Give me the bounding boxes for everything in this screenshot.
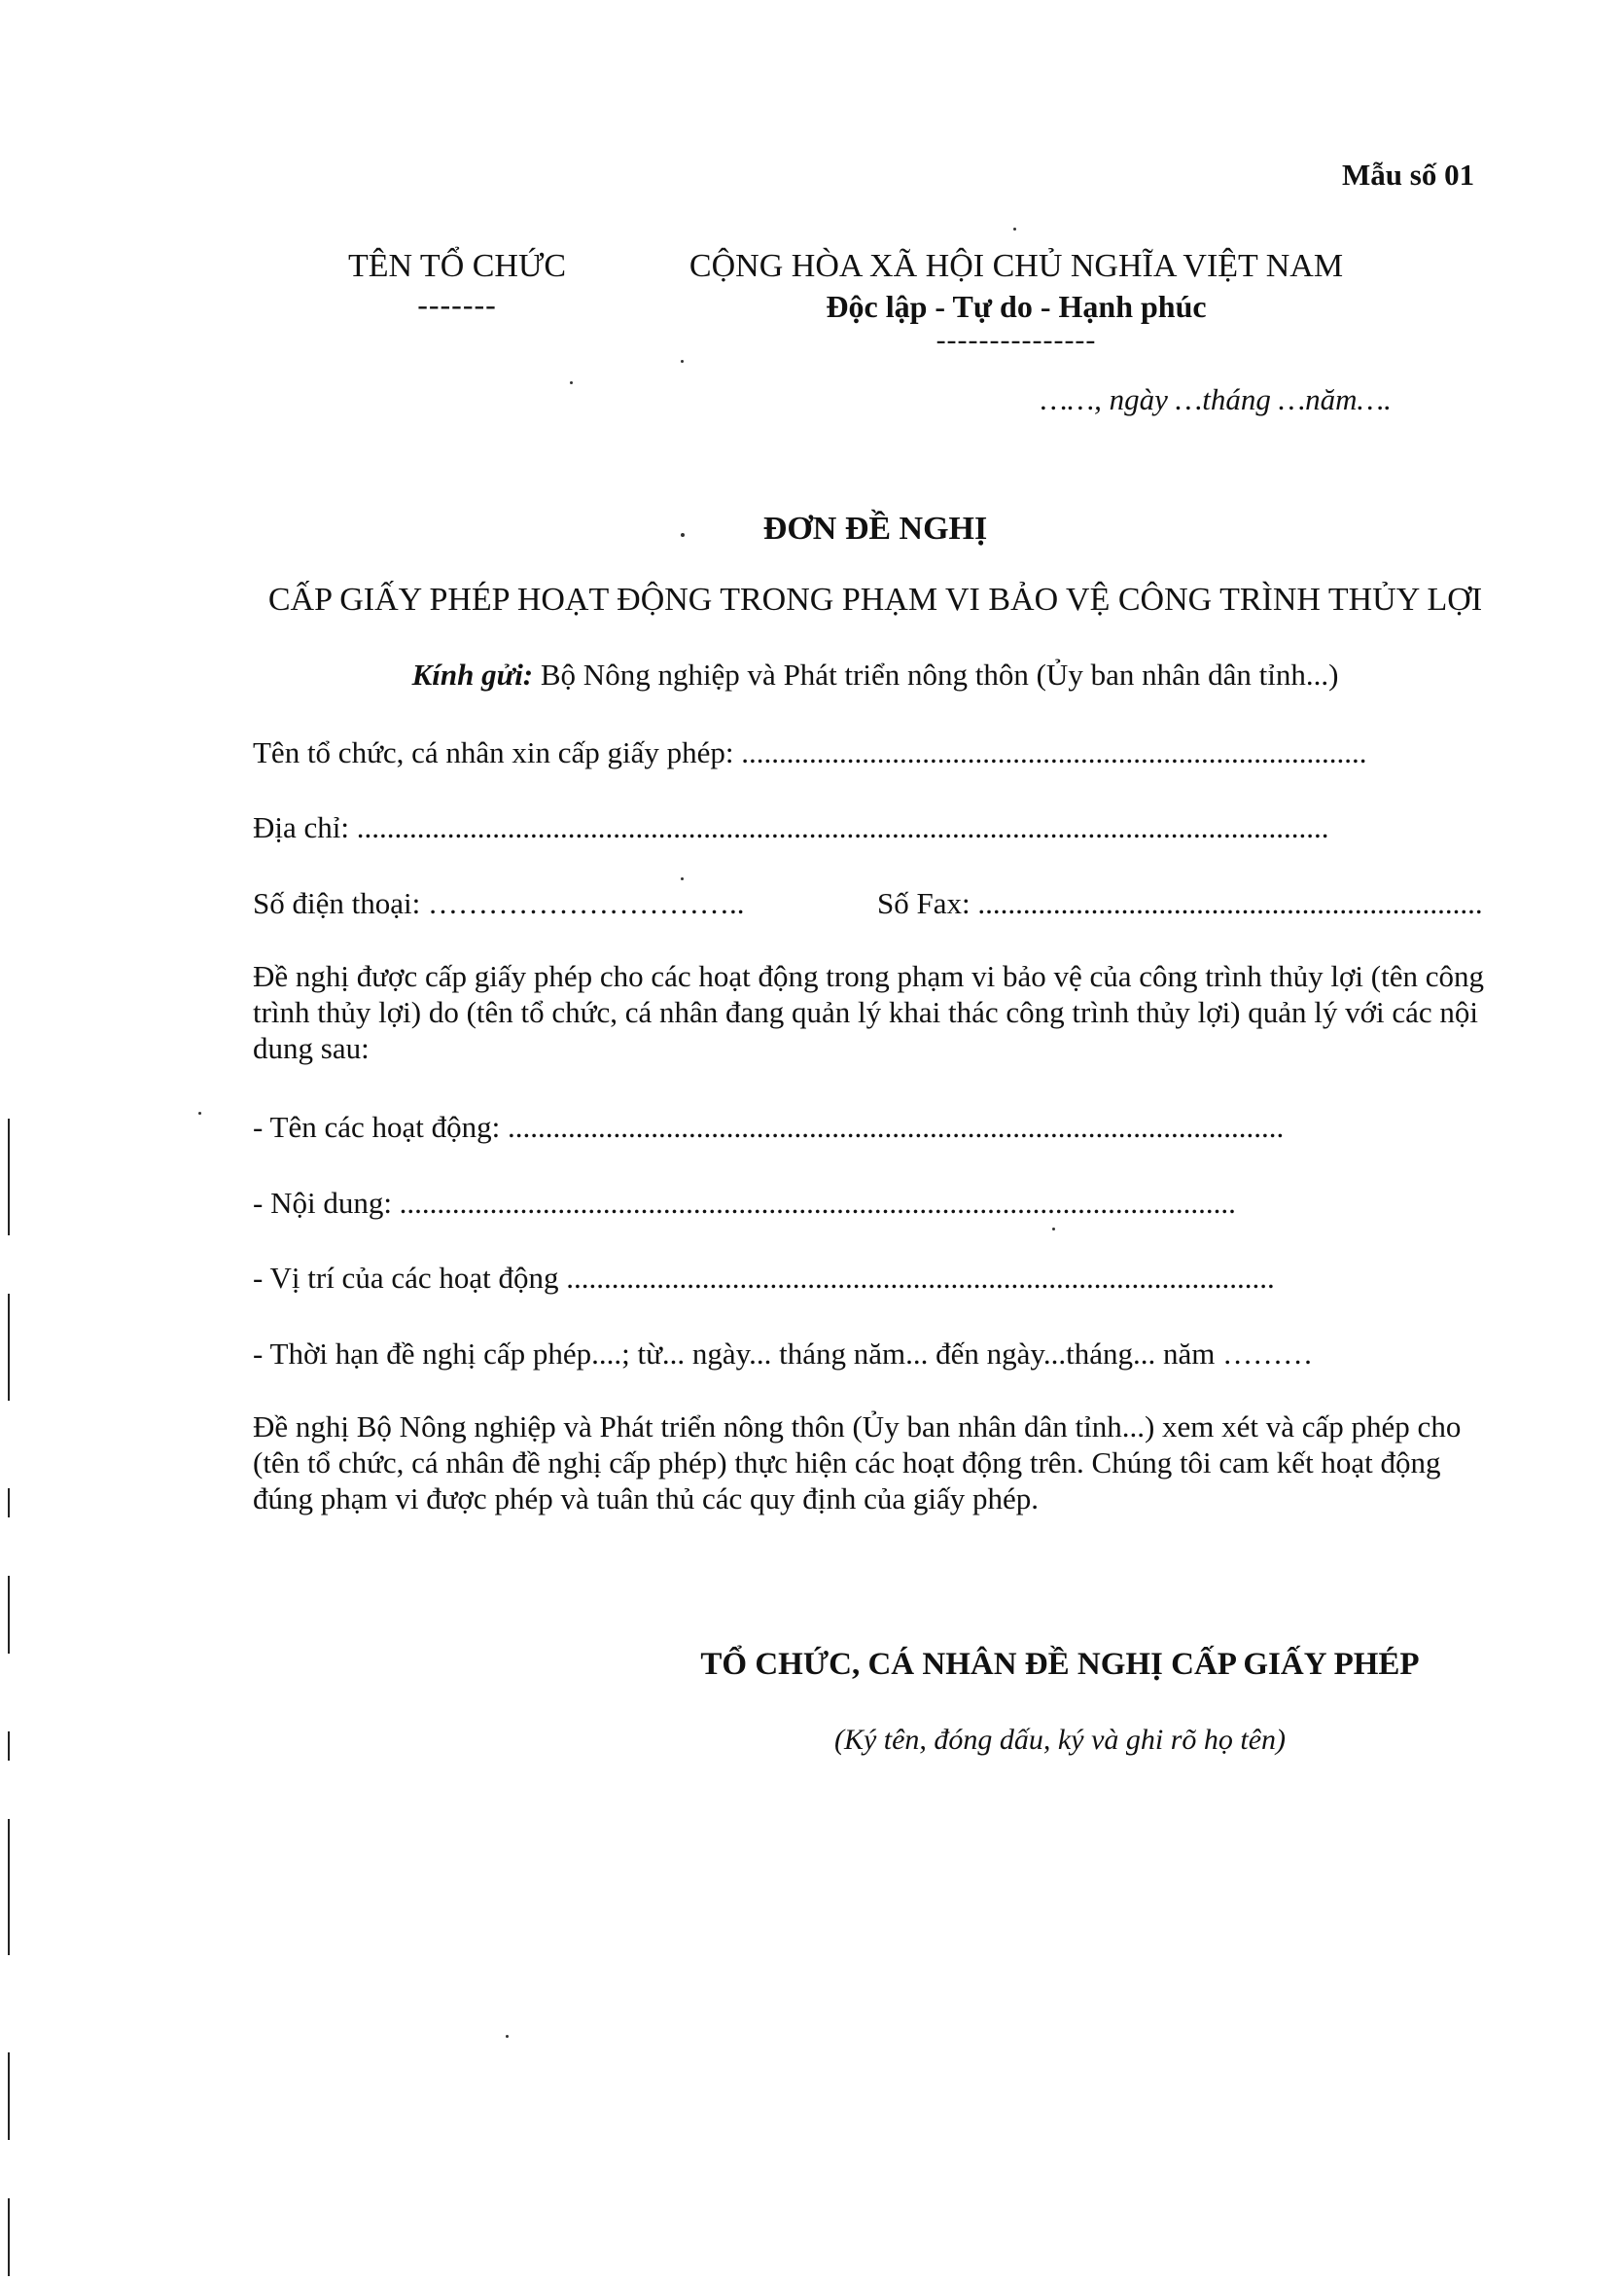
scan-speck [570, 381, 573, 384]
organization-name-heading: TÊN TỔ CHỨC [347, 248, 567, 284]
document-title: ĐƠN ĐỀ NGHỊ [762, 511, 988, 547]
scan-speck [506, 2035, 509, 2038]
scan-speck [681, 360, 684, 363]
scan-speck [1052, 1228, 1055, 1230]
scan-speck [681, 877, 684, 880]
date-line: ……, ngày …tháng …năm…. [1041, 382, 1392, 416]
scan-speck [681, 533, 685, 537]
scan-edge-mark [8, 1819, 10, 1955]
recipient-label: Kính gửi: [411, 658, 534, 692]
scan-edge-mark [8, 2052, 10, 2140]
content-item: - Nội dung: ............................................................................................................... [253, 1186, 1236, 1220]
address-field: Địa chỉ: ................................................................................................................................. [253, 810, 1329, 844]
duration-item: - Thời hạn đề nghị cấp phép....; từ... ngày... tháng năm... đến ngày...tháng... năm ……… [253, 1337, 1314, 1371]
signature-note: (Ký tên, đóng dấu, ký và ghi rõ họ tên) [833, 1724, 1287, 1756]
organization-name-underline: ------- [417, 287, 497, 322]
scan-edge-mark [8, 1576, 10, 1654]
fax-field: Số Fax: ................................................................... [877, 886, 1483, 920]
form-number: Mẫu số 01 [1342, 158, 1475, 192]
location-item: - Vị trí của các hoạt động .............................................................................................. [253, 1261, 1275, 1295]
scan-edge-mark [8, 1119, 10, 1235]
document-subtitle: CẤP GIẤY PHÉP HOẠT ĐỘNG TRONG PHẠM VI BẢO VỆ CÔNG TRÌNH THỦY LỢI [267, 582, 1483, 618]
national-motto: Độc lập - Tự do - Hạnh phúc [826, 289, 1207, 324]
signature-title: TỔ CHỨC, CÁ NHÂN ĐỀ NGHỊ CẤP GIẤY PHÉP [700, 1647, 1420, 1682]
request-paragraph: Đề nghị được cấp giấy phép cho các hoạt động trong phạm vi bảo vệ của công trình thủy lợi (tên công trình thủy lợi) do (tên tổ chức, cá nhân đang quản lý khai thác công trình thủy lợi) quản lý với các nội dung sau: [253, 959, 1484, 1065]
recipient-text: Bộ Nông nghiệp và Phát triển nông thôn (Ủy ban nhân dân tỉnh...) [540, 658, 1339, 692]
commitment-paragraph: Đề nghị Bộ Nông nghiệp và Phát triển nông thôn (Ủy ban nhân dân tỉnh...) xem xét và cấp phép cho (tên tổ chức, cá nhân đề nghị cấp phép) thực hiện các hoạt động trên. Chúng tôi cam kết hoạt động đúng phạm vi được phép và tuân thủ các quy định của giấy phép. [253, 1409, 1462, 1515]
phone-field: Số điện thoại: ………………………….. [253, 886, 745, 920]
national-title: CỘNG HÒA XÃ HỘI CHỦ NGHĨA VIỆT NAM [688, 248, 1344, 284]
national-motto-underline: --------------- [936, 324, 1097, 356]
activity-names-item: - Tên các hoạt động: ....................................................................................................... [253, 1110, 1285, 1144]
scan-speck [1013, 228, 1016, 231]
scan-edge-mark [8, 1294, 10, 1401]
scan-speck [198, 1112, 201, 1115]
recipient-line [146, 658, 1605, 693]
scan-edge-mark [8, 1731, 10, 1761]
applicant-name-field: Tên tổ chức, cá nhân xin cấp giấy phép: ................................................................................... [253, 735, 1367, 769]
scan-edge-mark [8, 2198, 10, 2276]
scan-edge-mark [8, 1488, 10, 1517]
